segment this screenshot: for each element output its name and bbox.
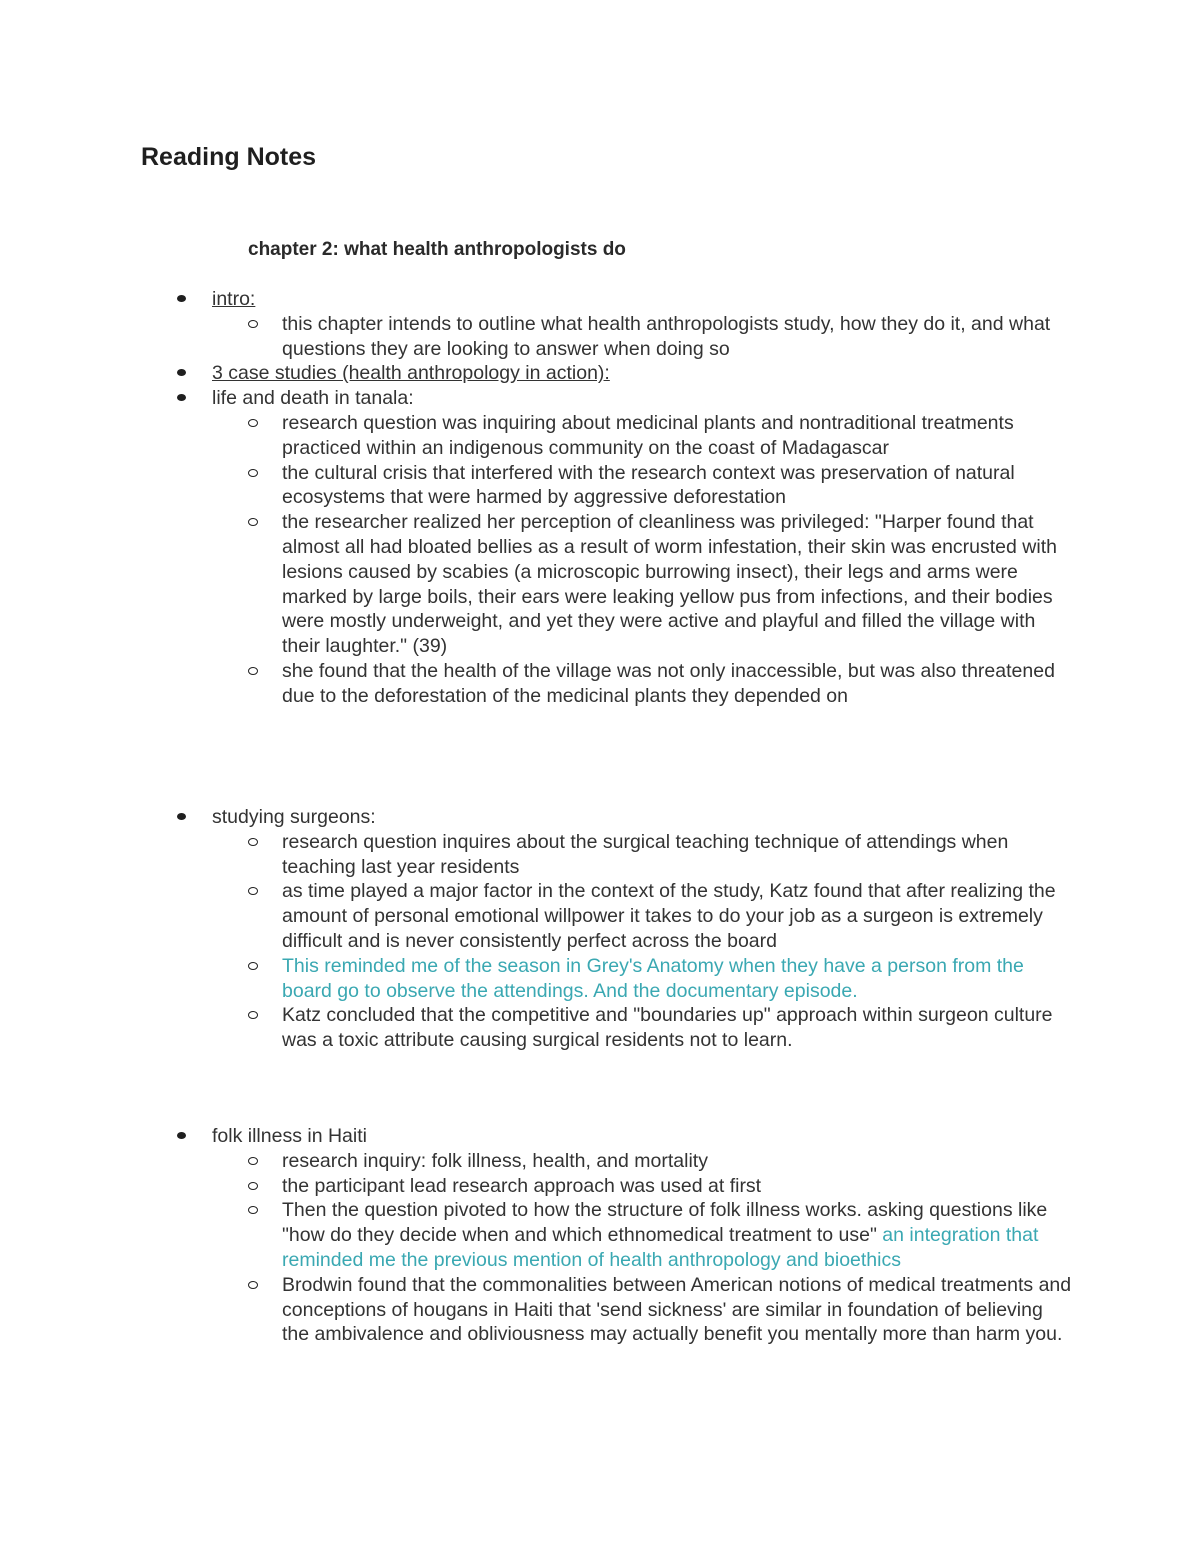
list-item	[0, 461, 1072, 511]
bullet-surgeons	[0, 805, 1072, 830]
bullet-label-haiti: folk illness in Haiti	[212, 1125, 367, 1147]
circle-bullet-icon	[248, 838, 258, 846]
circle-bullet-icon	[248, 962, 258, 970]
list-item-text: Then the question pivoted to how the structure of folk illness works. asking questions like "how do they decide when and which ethnomedical treatment to use"	[282, 1199, 1048, 1247]
list-item-text: the researcher realized her perception of cleanliness was privileged: "Harper found that almost all had bloated bellies as a result of worm infestation, their skin was encrusted with lesions caused by scabies (a microscopic burrowing insect), their legs and arms were marked by large boils, their ears were leaking yellow pus from infections, and their bodies were mostly underweight, and yet they were active and playful and filled the village with their laughter." (39)	[282, 511, 1057, 658]
circle-bullet-icon	[248, 1281, 258, 1289]
bullet-case-studies	[0, 361, 1072, 386]
list-item	[0, 1003, 1072, 1053]
list-item-text: she found that the health of the village was not only inaccessible, but was also threatened due to the deforestation of the medicinal plants they depended on	[282, 659, 1055, 707]
list-item-text: this chapter intends to outline what health anthropologists study, how they do it, and what questions they are looking to answer when doing so	[282, 312, 1051, 360]
comment-text: an integration that reminded me the previous mention of health anthropology and bioethics	[282, 1224, 1039, 1271]
bullet-label-intro: intro:	[212, 288, 256, 310]
bullet-label-tanala: life and death in tanala:	[212, 387, 414, 410]
list-item	[0, 1198, 1072, 1272]
list-item	[0, 411, 1072, 461]
list-item	[0, 1149, 1072, 1174]
list-item-text: research question was inquiring about medicinal plants and nontraditional treatments practiced within an indigenous community on the coast of Madagascar	[282, 411, 1014, 459]
bullet-dot-icon	[177, 369, 186, 376]
circle-bullet-icon	[248, 1157, 258, 1165]
bullet-haiti	[0, 1124, 1072, 1149]
list-item-text: research question inquires about the surgical teaching technique of attendings when teaching last year residents	[282, 830, 1009, 878]
sub-list-tanala	[0, 411, 1200, 709]
list-item	[0, 510, 1072, 659]
list-item	[0, 1273, 1072, 1347]
list-item	[0, 659, 1072, 709]
bullet-dot-icon	[177, 394, 186, 401]
comment-text: This reminded me of the season in Grey's Anatomy when they have a person from the board go to observe the attendings. And the documentary episode.	[282, 954, 1024, 1002]
list-item-text: the participant lead research approach was used at first	[282, 1174, 762, 1197]
chapter-heading: chapter 2: what health anthropologists do	[248, 239, 626, 260]
list-item	[0, 954, 1072, 1004]
list-item-text: research inquiry: folk illness, health, and mortality	[282, 1149, 708, 1172]
circle-bullet-icon	[248, 1206, 258, 1214]
bullet-label-case-studies: 3 case studies (health anthropology in action):	[212, 362, 610, 385]
circle-bullet-icon	[248, 887, 258, 895]
bullet-tanala	[0, 386, 1072, 411]
circle-bullet-icon	[248, 1182, 258, 1190]
section-intro-group	[0, 287, 1200, 709]
section-haiti	[0, 1124, 1200, 1347]
document-title: Reading Notes	[141, 143, 317, 171]
bullet-label-surgeons: studying surgeons:	[212, 806, 376, 828]
circle-bullet-icon	[248, 667, 258, 675]
sub-list-surgeons	[0, 830, 1200, 1053]
sub-list-intro	[0, 312, 1200, 362]
circle-bullet-icon	[248, 419, 258, 427]
bullet-intro	[0, 287, 1072, 312]
list-item	[0, 312, 1072, 362]
circle-bullet-icon	[248, 320, 258, 328]
bullet-dot-icon	[177, 1132, 186, 1139]
circle-bullet-icon	[248, 469, 258, 477]
circle-bullet-icon	[248, 518, 258, 526]
list-item	[0, 830, 1072, 880]
section-surgeons	[0, 805, 1200, 1053]
bullet-dot-icon	[177, 295, 186, 302]
list-item-text: the cultural crisis that interfered with the research context was preservation of natural ecosystems that were harmed by aggressive deforestation	[282, 461, 1015, 509]
circle-bullet-icon	[248, 1011, 258, 1019]
list-item	[0, 1174, 1072, 1199]
bullet-dot-icon	[177, 813, 186, 820]
list-item	[0, 879, 1072, 953]
list-item-text: as time played a major factor in the context of the study, Katz found that after realizing the amount of personal emotional willpower it takes to do your job as a surgeon is extremely difficult and is never consistently perfect across the board	[282, 880, 1056, 952]
list-item-text: Brodwin found that the commonalities between American notions of medical treatments and conceptions of hougans in Haiti that 'send sickness' are similar in foundation of believing the ambivalence and obliviousness may actually benefit you mentally more than harm you.	[282, 1273, 1072, 1346]
sub-list-haiti	[0, 1149, 1200, 1347]
list-item-text: Katz concluded that the competitive and "boundaries up" approach within surgeon culture was a toxic attribute causing surgical residents not to learn.	[282, 1004, 1053, 1052]
